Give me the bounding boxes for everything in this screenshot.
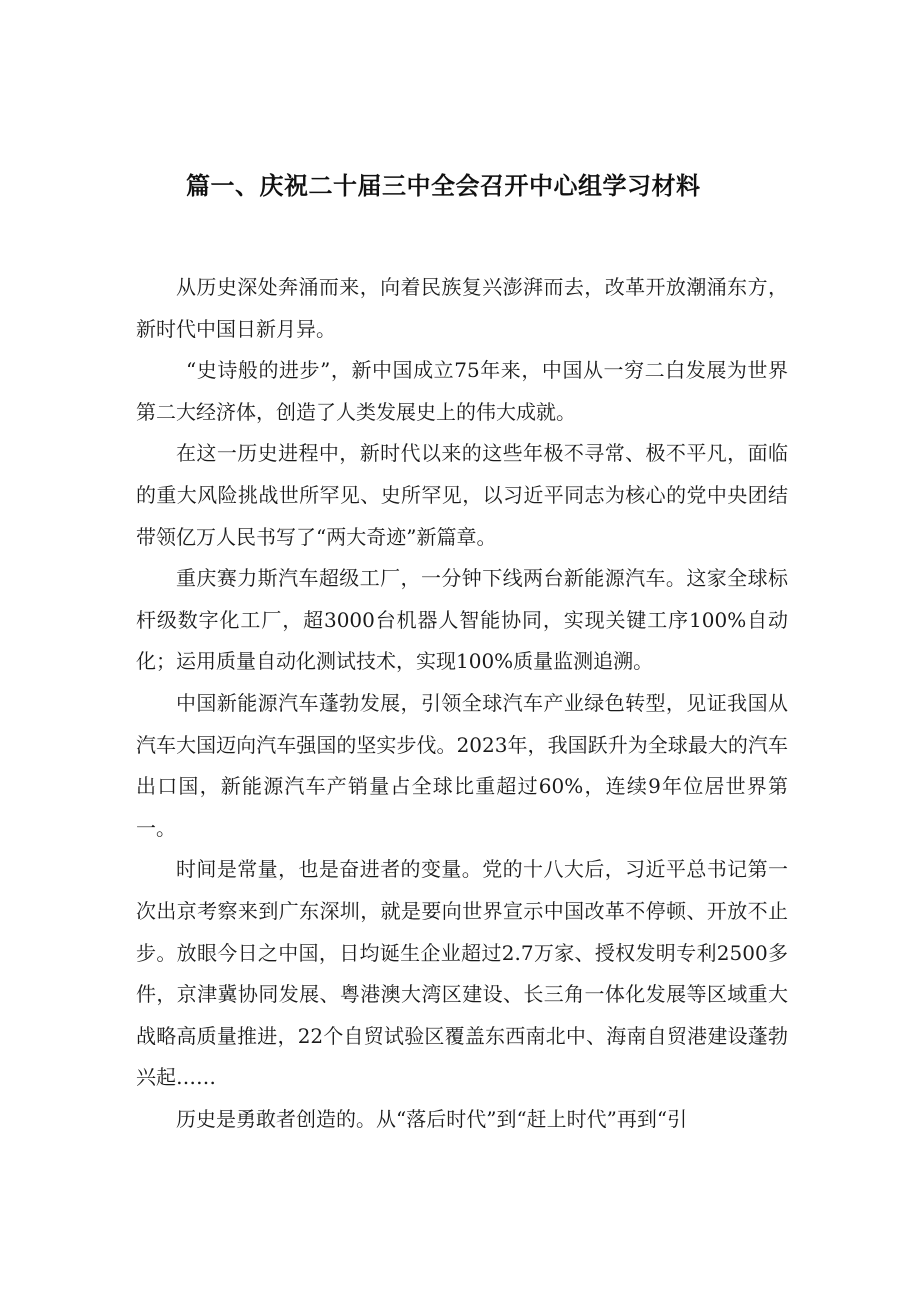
paragraph-7: 历史是勇敢者创造的。从“落后时代”到“赶上时代”再到“引: [176, 1106, 688, 1131]
paragraph-6: 时间是常量，也是奋进者的变量。党的十八大后，习近平总书记第一次出京考察来到广东深圳，就是要向世界宣示中国改革不停顿、开放不止步。放眼今日之中国，日均诞生企业超过2.7万家、授权发明专利2500多件，京津冀协同发展、粤港澳大湾区建设、长三角一体化发展等区域重大战略高质量推进，22个自贸试验区覆盖东西南北中、海南自贸港建设蓬勃兴起……: [136, 857, 788, 1090]
paragraph-2: “史诗般的进步”，新中国成立75年来，中国从一穷二白发展为世界第二大经济体，创造了人类发展史上的伟大成就。: [136, 358, 788, 424]
paragraph-4: 重庆赛力斯汽车超级工厂，一分钟下线两台新能源汽车。这家全球标杆级数字化工厂，超3000台机器人智能协同，实现关键工序100%自动化；运用质量自动化测试技术，实现100%质量监测追溯。: [136, 566, 788, 674]
paragraph-5: 中国新能源汽车蓬勃发展，引领全球汽车产业绿色转型，见证我国从汽车大国迈向汽车强国的坚实步伐。2023年，我国跃升为全球最大的汽车出口国，新能源汽车产销量占全球比重超过60%，连续9年位居世界第一。: [136, 690, 788, 840]
paragraph-1: 从历史深处奔涌而来，向着民族复兴澎湃而去，改革开放潮涌东方，新时代中国日新月异。: [136, 275, 788, 341]
document-title: 篇一、庆祝二十届三中全会召开中心组学习材料: [186, 172, 701, 200]
document-body: [136, 267, 788, 1140]
paragraph-3: 在这一历史进程中，新时代以来的这些年极不寻常、极不平凡，面临的重大风险挑战世所罕见、史所罕见，以习近平同志为核心的党中央团结带领亿万人民书写了“两大奇迹”新篇章。: [136, 441, 788, 549]
